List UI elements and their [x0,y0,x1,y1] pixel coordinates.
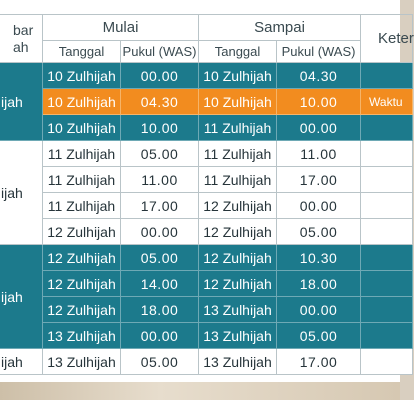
sampai-pukul: 10.30 [277,245,361,271]
table-row [0,167,413,193]
group-label: ijah [0,141,43,245]
keterangan-cell [361,271,413,297]
sampai-pukul: 11.00 [277,141,361,167]
sampai-tanggal: 13 Zulhijah [199,323,277,349]
group-label: ijah [0,63,43,141]
table-row-highlighted [0,89,413,115]
table-row [0,141,413,167]
mulai-tanggal: 12 Zulhijah [43,271,121,297]
sampai-tanggal: 12 Zulhijah [199,271,277,297]
sampai-pukul: 00.00 [277,193,361,219]
mulai-pukul-header: Pukul (WAS) [121,41,199,63]
mulai-tanggal: 11 Zulhijah [43,167,121,193]
table-row [0,297,413,323]
mulai-tanggal: 10 Zulhijah [43,115,121,141]
mulai-tanggal-header: Tanggal [43,41,121,63]
mulai-pukul: 00.00 [121,323,199,349]
mulai-tanggal: 10 Zulhijah [43,63,121,89]
sampai-tanggal: 12 Zulhijah [199,193,277,219]
schedule-table [0,14,413,375]
sampai-pukul: 00.00 [277,115,361,141]
sampai-pukul: 04.30 [277,63,361,89]
mulai-pukul: 10.00 [121,115,199,141]
mulai-pukul: 04.30 [121,89,199,115]
table-row [0,115,413,141]
sampai-header: Sampai [199,15,361,41]
mulai-tanggal: 12 Zulhijah [43,297,121,323]
sampai-pukul: 10.00 [277,89,361,115]
mulai-pukul: 05.00 [121,245,199,271]
mulai-tanggal: 11 Zulhijah [43,193,121,219]
lempar-header-line2: ah [13,38,29,55]
keterangan-cell [361,349,413,375]
sampai-pukul: 17.00 [277,167,361,193]
lempar-header [0,15,43,63]
group-label: ijah [0,245,43,349]
table-row [0,219,413,245]
keterangan-cell [361,245,413,271]
mulai-tanggal: 12 Zulhijah [43,245,121,271]
mulai-pukul: 05.00 [121,349,199,375]
mulai-tanggal: 10 Zulhijah [43,89,121,115]
table-row [0,349,413,375]
sampai-tanggal: 13 Zulhijah [199,349,277,375]
sampai-tanggal: 12 Zulhijah [199,219,277,245]
mulai-tanggal: 11 Zulhijah [43,141,121,167]
sampai-tanggal: 12 Zulhijah [199,245,277,271]
mulai-tanggal: 12 Zulhijah [43,219,121,245]
keterangan-cell [361,323,413,349]
lempar-header-line1: bar [13,21,34,38]
sampai-tanggal: 11 Zulhijah [199,115,277,141]
mulai-pukul: 05.00 [121,141,199,167]
mulai-pukul: 14.00 [121,271,199,297]
mulai-pukul: 11.00 [121,167,199,193]
sampai-pukul: 18.00 [277,271,361,297]
keterangan-cell [361,193,413,219]
sampai-pukul-header: Pukul (WAS) [277,41,361,63]
mulai-pukul: 18.00 [121,297,199,323]
sampai-tanggal: 10 Zulhijah [199,63,277,89]
keterangan-cell [361,167,413,193]
mulai-tanggal: 13 Zulhijah [43,323,121,349]
sampai-pukul: 05.00 [277,219,361,245]
keterangan-cell [361,63,413,89]
keterangan-cell [361,219,413,245]
table-row [0,271,413,297]
sampai-pukul: 17.00 [277,349,361,375]
mulai-header: Mulai [43,15,199,41]
table-row [0,193,413,219]
sampai-tanggal: 13 Zulhijah [199,297,277,323]
table-row [0,63,413,89]
keterangan-header: Keter [361,15,413,63]
keterangan-cell [361,297,413,323]
keterangan-cell [361,115,413,141]
mulai-tanggal: 13 Zulhijah [43,349,121,375]
keterangan-cell [361,141,413,167]
sampai-tanggal: 11 Zulhijah [199,167,277,193]
table-row [0,245,413,271]
group-label: ijah [0,349,43,375]
sampai-tanggal-header: Tanggal [199,41,277,63]
sampai-pukul: 05.00 [277,323,361,349]
table-row [0,323,413,349]
keterangan-cell: Waktu [361,89,413,115]
mulai-pukul: 00.00 [121,63,199,89]
mulai-pukul: 00.00 [121,219,199,245]
mulai-pukul: 17.00 [121,193,199,219]
sampai-tanggal: 11 Zulhijah [199,141,277,167]
sampai-pukul: 00.00 [277,297,361,323]
sampai-tanggal: 10 Zulhijah [199,89,277,115]
